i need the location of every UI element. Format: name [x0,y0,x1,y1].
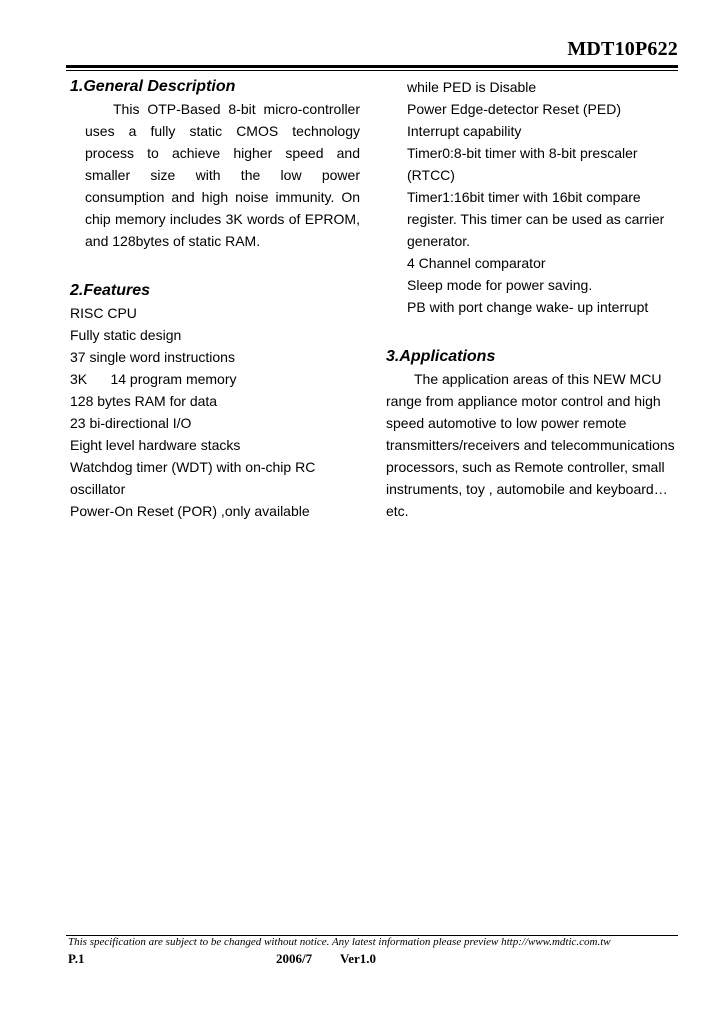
list-item: Sleep mode for power saving. [407,277,593,293]
footer-notice: This specification are subject to be changed without notice. Any latest information please preview http://www.mdtic.com.tw [68,936,611,948]
features-list [70,302,360,522]
list-item: 3K 14 program memory [70,371,237,387]
list-item: PB with port change wake- up interrupt [407,299,649,315]
list-item: while PED is Disable [407,79,537,95]
list-item: 37 single word instructions [70,349,235,365]
list-item: Interrupt capability [407,123,522,139]
footer-date: 2006/7 [276,951,313,966]
general-description-text: This OTP-Based 8-bit micro-controller uses a fully static CMOS technology process to achieve higher speed and smaller size with the low power consumption and high noise immunity. On chip memory includes 3K words of EPROM, and 128bytes of static RAM. [85,101,360,249]
list-item: Power-On Reset (POR) ,only available [70,503,310,519]
right-column [386,76,682,522]
applications-heading: 3.Applications [386,348,496,365]
features-heading: 2.Features [70,282,151,299]
list-item: Timer0:8-bit timer with 8-bit prescaler (RTCC) [407,145,638,183]
list-item: Timer1:16bit timer with 16bit compare register. This timer can be used as carrier generator. [407,189,665,249]
list-item: Power Edge-detector Reset (PED) [407,101,621,117]
page-number: P.1 [68,951,85,966]
list-item: Fully static design [70,327,182,343]
general-description-heading: 1.General Description [70,78,236,95]
header-rule-thin [66,70,678,71]
list-item: 4 Channel comparator [407,255,546,271]
header-rule [66,65,678,68]
list-item: 23 bi-directional I/O [70,415,192,431]
list-item: Watchdog timer (WDT) with on-chip RC oscillator [70,459,316,497]
left-column [70,76,360,522]
features-list-continued [386,76,682,318]
document-title: MDT10P622 [567,38,678,60]
list-item: Eight level hardware stacks [70,437,241,453]
list-item: RISC CPU [70,305,137,321]
list-item: 128 bytes RAM for data [70,393,218,409]
footer-version: Ver1.0 [340,951,376,966]
applications-text: The application areas of this NEW MCU range from appliance motor control and high speed automotive to low power remote transmitters/receivers and telecommunications processors, such as Remote controller, small instruments, toy , automobile and keyboard…etc. [386,371,675,519]
